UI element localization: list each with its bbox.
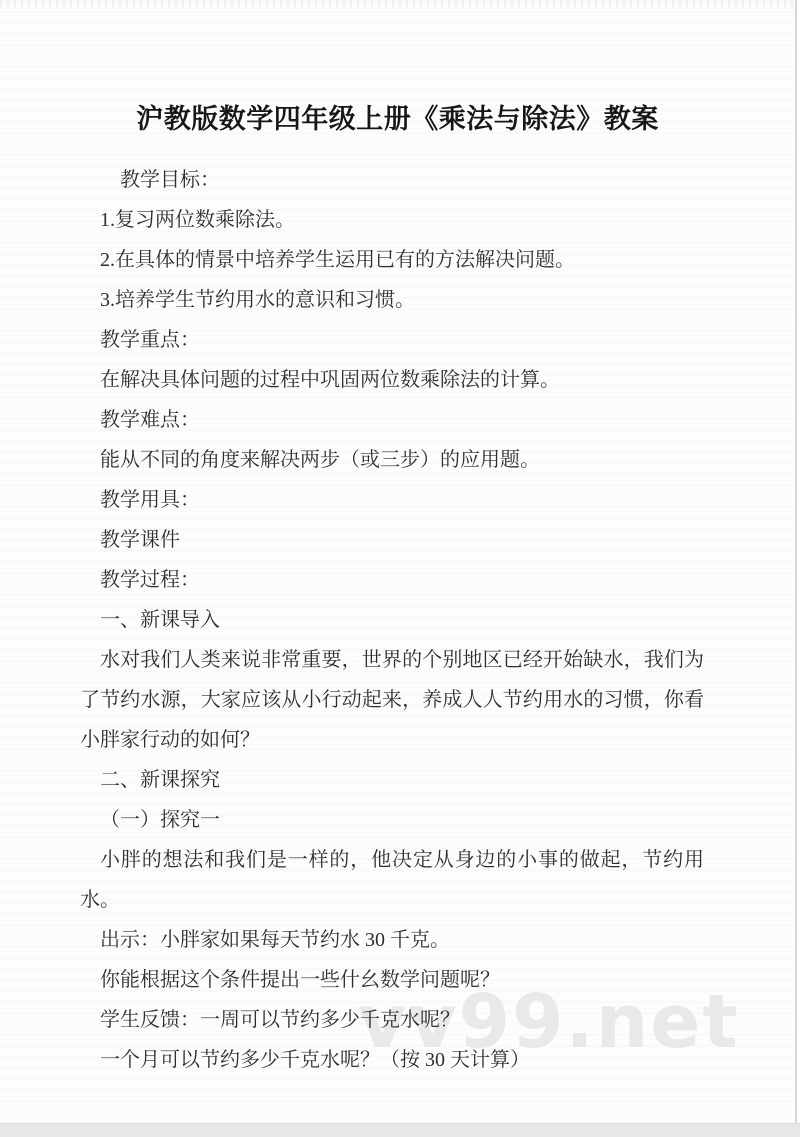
- document-title: 沪教版数学四年级上册《乘法与除法》教案: [136, 104, 659, 135]
- doc-paragraph: 教学用具：: [100, 489, 200, 511]
- page-edge-line: [795, 0, 797, 1123]
- doc-paragraph: 教学过程：: [100, 569, 200, 591]
- doc-paragraph: 你能根据这个条件提出一些什幺数学问题呢？: [100, 969, 500, 991]
- doc-paragraph: 教学重点：: [100, 329, 200, 351]
- doc-paragraph: 3.培养学生节约用水的意识和习惯。: [100, 289, 415, 311]
- doc-paragraph: （一）探究一: [100, 809, 220, 831]
- doc-paragraph: 二、新课探究: [100, 769, 220, 791]
- bottom-bar: [0, 1123, 800, 1137]
- doc-paragraph: 一、新课导入: [100, 609, 220, 631]
- doc-paragraph: 在解决具体问题的过程中巩固两位数乘除法的计算。: [100, 369, 560, 391]
- watermark-text: vv99.net: [358, 979, 740, 1065]
- doc-paragraph: 教学难点：: [100, 409, 200, 431]
- doc-paragraph: 学生反馈：一周可以节约多少千克水呢？: [100, 1009, 460, 1031]
- doc-paragraph: 2.在具体的情景中培养学生运用已有的方法解决问题。: [100, 249, 575, 271]
- doc-paragraph: 水对我们人类来说非常重要，世界的个别地区已经开始缺水，我们为了节约水源，大家应该从小行动起来，养成人人节约用水的习惯，你看小胖家行动的如何？: [80, 649, 704, 751]
- doc-paragraph: 教学课件: [100, 529, 180, 551]
- page-top-perforation-texture: [0, 0, 795, 9]
- doc-paragraph: 小胖的想法和我们是一样的，他决定从身边的小事的做起，节约用水。: [80, 849, 704, 911]
- document-body: [80, 160, 704, 1080]
- doc-paragraph: 出示：小胖家如果每天节约水 30 千克。: [100, 929, 450, 951]
- doc-paragraph: 一个月可以节约多少千克水呢？（按 30 天计算）: [100, 1049, 530, 1071]
- doc-paragraph: 1.复习两位数乘除法。: [100, 209, 295, 231]
- doc-paragraph: 教学目标：: [120, 169, 220, 191]
- doc-paragraph: 能从不同的角度来解决两步（或三步）的应用题。: [100, 449, 540, 471]
